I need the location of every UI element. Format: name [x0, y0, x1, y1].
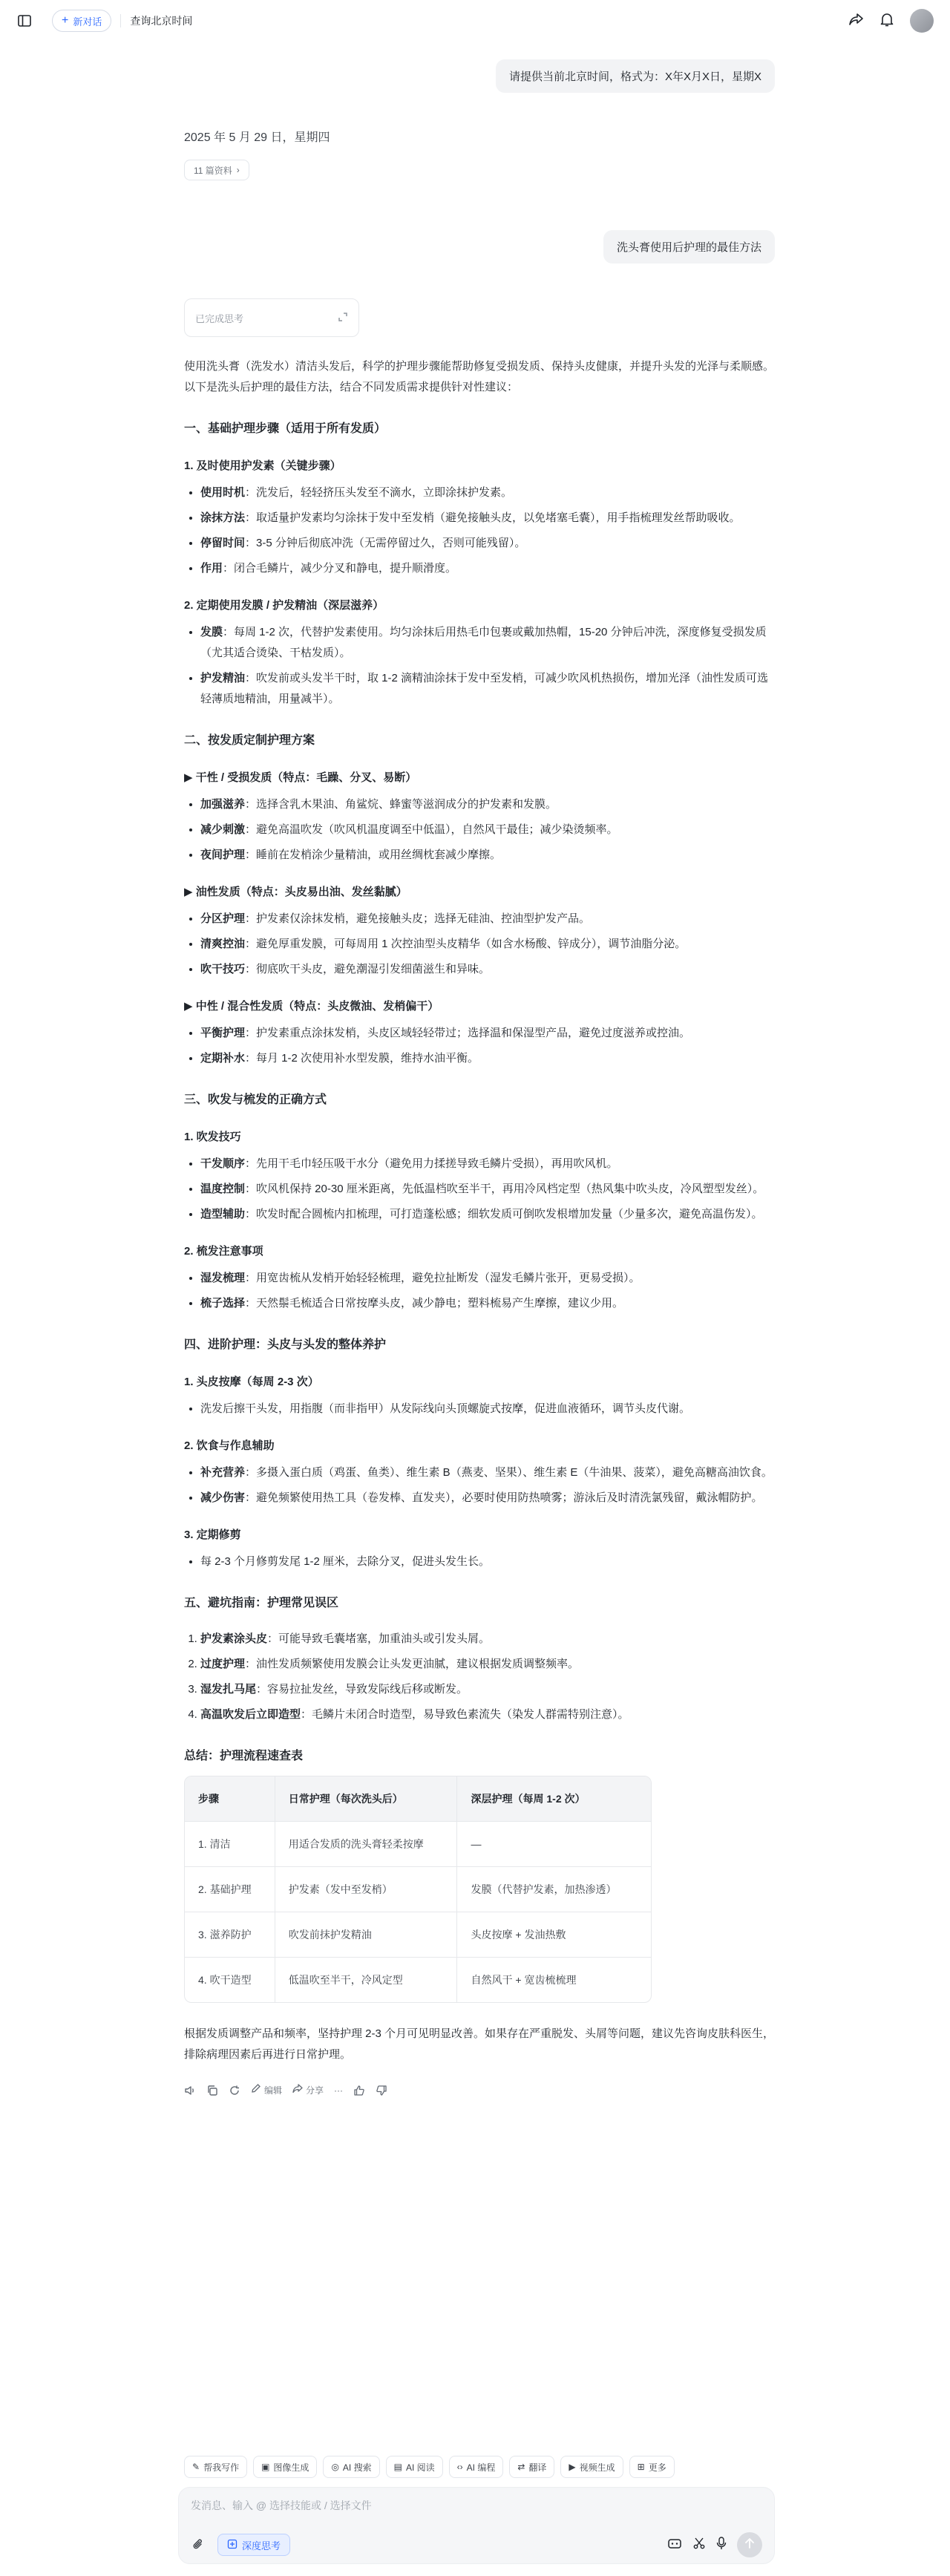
image-icon: ▣: [261, 2462, 270, 2472]
new-chat-label: 新对话: [73, 16, 102, 27]
table-row: [185, 1957, 651, 2002]
tool-label: 帮我写作: [203, 2462, 240, 2473]
list-item: [200, 533, 775, 554]
list-item-text: ：毛鳞片未闭合时造型，易导致色素流失（染发人群需特别注意）。: [301, 1708, 629, 1721]
list-item: [200, 622, 775, 664]
table-cell: 1. 清洁: [185, 1821, 275, 1866]
list-item-key: 平衡护理: [200, 1027, 246, 1039]
grid-icon: ⊞: [637, 2462, 645, 2472]
table-cell: —: [456, 1821, 651, 1866]
list-item-text: ：睡前在发梢涂少量精油，或用丝绸枕套减少摩擦。: [245, 849, 502, 861]
list-item-key: 梳子选择: [200, 1297, 246, 1310]
list-item-text: ：避免频繁使用热工具（卷发棒、直发夹），必要时使用防热喷雾；游泳后及时清洗氯残留，戴泳帽防护。: [245, 1491, 763, 1504]
top-bar: [0, 0, 950, 42]
edit-label: 编辑: [264, 2085, 283, 2096]
subsection-heading: 1. 吹发技巧: [184, 1131, 241, 1143]
subsection-heading: 2. 梳发注意事项: [184, 1245, 263, 1258]
list-item-text: ：先用干毛巾轻压吸干水分（避免用力揉搓导致毛鳞片受损），再用吹风机。: [245, 1157, 618, 1170]
send-button[interactable]: [737, 2532, 762, 2557]
table-row: [185, 1912, 651, 1957]
notification-bell-icon[interactable]: [880, 12, 894, 30]
tool-ai-coding[interactable]: [449, 2456, 504, 2478]
translate-icon: ⇄: [517, 2462, 525, 2472]
message-composer: [178, 2487, 775, 2564]
chat-title: 查询北京时间: [130, 15, 193, 27]
list-item: [200, 1704, 775, 1725]
list-item-text: ：天然鬃毛梳适合日常按摩头皮，减少静电；塑料梳易产生摩擦，建议少用。: [245, 1297, 624, 1310]
list-item: [200, 1023, 775, 1044]
answer-actions: [184, 2080, 775, 2101]
list-item-key: 夜间护理: [200, 849, 246, 861]
table-row: [185, 1866, 651, 1912]
search-icon: ◎: [331, 2462, 339, 2472]
sidebar-toggle-icon[interactable]: [15, 11, 34, 30]
subsection-heading: 2. 饮食与作息辅助: [184, 1439, 275, 1452]
tool-label: 图像生成: [273, 2462, 309, 2473]
tool-translate[interactable]: [509, 2456, 554, 2478]
list-item: [200, 1399, 775, 1419]
list-item-key: 湿发扎马尾: [200, 1683, 257, 1696]
section-heading: 四、进阶护理：头皮与头发的整体养护: [184, 1338, 387, 1351]
book-icon: ▤: [393, 2462, 402, 2472]
user-message-2: 洗头膏使用后护理的最佳方法: [603, 230, 775, 264]
list-item-key: 过度护理: [200, 1658, 246, 1670]
list-item-key: 护发精油: [200, 672, 246, 684]
video-icon: ▶: [569, 2462, 576, 2472]
tool-label: AI 搜索: [342, 2462, 372, 2473]
list-item-key: 定期补水: [200, 1052, 246, 1065]
list-item: [200, 1293, 775, 1314]
list-item-text: ：用宽齿梳从发梢开始轻轻梳理，避免拉扯断发（湿发毛鳞片张开，更易受损）。: [245, 1272, 641, 1284]
list-item-text: ：彻底吹干头皮，避免潮湿引发细菌滋生和异味。: [245, 963, 491, 975]
list-item-key: 作用: [200, 562, 223, 575]
scissors-icon[interactable]: [692, 2537, 706, 2553]
list-item: [200, 934, 775, 955]
list-item-text: ：取适量护发素均匀涂抹于发中至发梢（避免接触头皮，以免堵塞毛囊），用手指梳理发丝帮助吸收。: [245, 511, 741, 524]
answer-closing: 根据发质调整产品和频率，坚持护理 2-3 个月可见明显改善。如果存在严重脱发、头屑等问题，建议先咨询皮肤科医生，排除病理因素后再进行日常护理。: [184, 2027, 775, 2061]
list-item-text: 洗发后擦干头发，用指腹（而非指甲）从发际线向头顶螺旋式按摩，促进血液循环，调节头皮代谢。: [200, 1402, 691, 1415]
list-item-key: 涂抹方法: [200, 511, 246, 524]
table-cell: 发膜（代替护发素，加热渗透）: [456, 1866, 651, 1912]
numbered-list: [184, 1629, 775, 1725]
thinking-label: 已完成思考: [195, 313, 244, 324]
bullet-list: [184, 794, 775, 866]
list-item-key: 温度控制: [200, 1183, 246, 1195]
list-item: [200, 959, 775, 980]
table-cell: 2. 基础护理: [185, 1866, 275, 1912]
list-item: [200, 1154, 775, 1174]
subsection-heading: ▶ 油性发质（特点：头皮易出油、发丝黏腻）: [184, 886, 407, 898]
list-item: [200, 1268, 775, 1289]
list-item-key: 清爽控油: [200, 938, 246, 950]
subsection-heading: 1. 头皮按摩（每周 2-3 次）: [184, 1376, 319, 1388]
list-item-key: 高温吹发后立即造型: [200, 1708, 301, 1721]
list-item-key: 吹干技巧: [200, 963, 246, 975]
composer-right-tools: [667, 2532, 762, 2557]
avatar[interactable]: [910, 9, 934, 33]
pen-icon: ✎: [192, 2462, 200, 2472]
answer-intro: 使用洗头膏（洗发水）清洁头发后，科学的护理步骤能帮助修复受损发质、保持头皮健康，并提升头发的光泽与柔顺感。以下是洗头后护理的最佳方法，结合不同发质需求提供针对性建议：: [184, 360, 775, 393]
list-item: [200, 1204, 775, 1225]
new-chat-button[interactable]: [52, 10, 111, 32]
list-item-text: ：闭合毛鳞片，减少分叉和静电，提升顺滑度。: [223, 562, 457, 575]
list-item-key: 补充营养: [200, 1466, 246, 1479]
table-header-cell: 步骤: [185, 1776, 275, 1821]
subsection-heading: ▶ 干性 / 受损发质（特点：毛躁、分叉、易断）: [184, 771, 417, 784]
tool-video-gen[interactable]: [560, 2456, 623, 2478]
list-item-text: ：油性发质频繁使用发膜会让头发更油腻，建议根据发质调整频率。: [245, 1658, 580, 1670]
bullet-list: [184, 1268, 775, 1314]
table-header-row: [185, 1776, 651, 1821]
summary-heading: 总结：护理流程速查表: [184, 1750, 304, 1762]
list-item: [200, 508, 775, 529]
table-header-cell: 深层护理（每周 1-2 次）: [456, 1776, 651, 1821]
table-header-cell: 日常护理（每次洗头后）: [275, 1776, 457, 1821]
copy-icon[interactable]: [206, 2085, 218, 2096]
list-item: [200, 1629, 775, 1650]
tool-label: 翻译: [528, 2462, 547, 2473]
list-item: [200, 794, 775, 815]
list-item-text: ：多摄入蛋白质（鸡蛋、鱼类）、维生素 B（燕麦、坚果）、维生素 E（牛油果、菠菜），避免高糖高油饮食。: [245, 1466, 773, 1479]
list-item-key: 发膜: [200, 626, 223, 638]
list-item-text: 每 2-3 个月修剪发尾 1-2 厘米，去除分叉，促进头发生长。: [200, 1555, 491, 1568]
list-item-key: 停留时间: [200, 537, 246, 549]
table-cell: 3. 滋养防护: [185, 1912, 275, 1957]
list-item-text: ：每月 1-2 次使用补水型发膜，维持水油平衡。: [245, 1052, 479, 1065]
subsection-heading: 3. 定期修剪: [184, 1529, 241, 1541]
list-item: [200, 1462, 775, 1483]
list-item: [200, 1654, 775, 1675]
list-item-text: ：吹风机保持 20-30 厘米距离，先低温档吹至半干，再用冷风档定型（热风集中吹头皮，冷风塑型发丝）。: [245, 1183, 764, 1195]
deep-think-label: 深度思考: [242, 2540, 281, 2552]
list-item: [200, 1679, 775, 1700]
list-item: [200, 820, 775, 840]
list-item-text: ：避免厚重发膜，可每周用 1 次控油型头皮精华（如含水杨酸、锌成分），调节油脂分泌。: [245, 938, 687, 950]
thumbs-down-icon[interactable]: [376, 2085, 387, 2096]
assistant-answer-2: [184, 356, 775, 2101]
chevron-right-icon: ›: [236, 165, 240, 175]
tool-label: 视频生成: [579, 2462, 615, 2473]
edit-icon: [251, 2080, 261, 2101]
thinking-collapsed-panel[interactable]: [184, 298, 359, 337]
table-cell: 吹发前抹护发精油: [275, 1912, 457, 1957]
share-button[interactable]: [292, 2080, 324, 2101]
bullet-list: [184, 1552, 775, 1572]
list-item: [200, 558, 775, 579]
divider: [120, 14, 121, 27]
bullet-list: [184, 1023, 775, 1069]
tool-image-gen[interactable]: [253, 2456, 317, 2478]
bullet-list: [184, 483, 775, 579]
list-item-key: 湿发梳理: [200, 1272, 246, 1284]
plus-icon: +: [62, 14, 69, 27]
deep-think-toggle[interactable]: [217, 2534, 290, 2556]
list-item-text: ：避免高温吹发（吹风机温度调至中低温），自然风干最佳；减少染烫频率。: [245, 823, 618, 836]
list-item-key: 分区护理: [200, 912, 246, 925]
table-cell: 用适合发质的洗头膏轻柔按摩: [275, 1821, 457, 1866]
list-item-text: ：洗发后，轻轻挤压头发至不滴水，立即涂抹护发素。: [245, 486, 513, 499]
tool-ai-search[interactable]: [323, 2456, 379, 2478]
subsection-heading: ▶ 中性 / 混合性发质（特点：头皮微油、发梢偏干）: [184, 1000, 439, 1013]
section-heading: 一、基础护理步骤（适用于所有发质）: [184, 422, 387, 435]
thumbs-up-icon[interactable]: [353, 2085, 365, 2096]
list-item: [200, 1179, 775, 1200]
tool-label: 更多: [648, 2462, 666, 2473]
share-icon[interactable]: [849, 13, 864, 29]
top-right-actions: [849, 9, 934, 33]
table-row: [185, 1821, 651, 1866]
section-heading: 五、避坑指南：护理常见误区: [184, 1597, 339, 1609]
bullet-list: [184, 1462, 775, 1508]
bullet-list: [184, 1399, 775, 1419]
list-item-text: ：选择含乳木果油、角鲨烷、蜂蜜等滋润成分的护发素和发膜。: [245, 798, 557, 811]
table-cell: 低温吹至半干，冷风定型: [275, 1957, 457, 2002]
list-item: [200, 1552, 775, 1572]
attachment-icon[interactable]: [192, 2538, 204, 2554]
tool-more[interactable]: [629, 2456, 675, 2478]
microphone-icon[interactable]: [716, 2537, 727, 2553]
share-label: 分享: [306, 2085, 324, 2096]
assistant-answer-1: 2025 年 5 月 29 日，星期四: [184, 131, 330, 144]
list-item-key: 护发素涂头皮: [200, 1632, 268, 1645]
list-item-text: ：护发素重点涂抹发梢，头皮区域轻轻带过；选择温和保湿型产品，避免过度滋养或控油。: [245, 1027, 691, 1039]
list-item: [200, 668, 775, 710]
list-item-text: ：可能导致毛囊堵塞，加重油头或引发头屑。: [267, 1632, 491, 1645]
list-item-key: 造型辅助: [200, 1208, 246, 1220]
deep-think-icon: [227, 2539, 238, 2552]
table-cell: 4. 吹干造型: [185, 1957, 275, 2002]
list-item-text: ：护发素仅涂抹发梢，避免接触头皮；选择无硅油、控油型护发产品。: [245, 912, 591, 925]
read-aloud-icon[interactable]: [184, 2085, 196, 2096]
subsection-heading: 2. 定期使用发膜 / 护发精油（深层滋养）: [184, 599, 384, 612]
list-item: [200, 1048, 775, 1069]
share-arrow-icon: [292, 2080, 303, 2101]
code-icon: ‹›: [456, 2462, 463, 2472]
phone-call-icon[interactable]: [667, 2537, 682, 2553]
list-item-key: 减少伤害: [200, 1491, 246, 1504]
user-message-1: 请提供当前北京时间，格式为：X年X月X日，星期X: [496, 59, 775, 93]
arrow-up-icon: [744, 2537, 755, 2552]
list-item: [200, 1488, 775, 1508]
regenerate-icon[interactable]: [229, 2085, 240, 2096]
bullet-list: [184, 909, 775, 980]
skill-toolbar: [184, 2456, 675, 2478]
references-label: 11 篇资料: [194, 165, 232, 176]
table-cell: 护发素（发中至发梢）: [275, 1866, 457, 1912]
list-item-text: ：容易拉扯发丝，导致发际线后移或断发。: [256, 1683, 468, 1696]
section-heading: 二、按发质定制护理方案: [184, 734, 315, 747]
table-cell: 自然风干 + 宽齿梳梳理: [456, 1957, 651, 2002]
tool-ai-reading[interactable]: [386, 2456, 443, 2478]
section-heading: 三、吹发与梳发的正确方式: [184, 1094, 327, 1106]
list-item: [200, 909, 775, 929]
bullet-list: [184, 1154, 775, 1225]
expand-icon[interactable]: [338, 312, 348, 324]
list-item: [200, 483, 775, 503]
list-item-key: 加强滋养: [200, 798, 246, 811]
message-input[interactable]: 发消息、输入 @ 选择技能或 / 选择文件: [191, 2500, 372, 2511]
care-summary-table: [184, 1776, 652, 2003]
list-item-text: ：吹发前或头发半干时，取 1-2 滴精油涂抹于发中至发梢，可减少吹风机热损伤，增加光泽（油性发质可选轻薄质地精油，用量减半）。: [200, 672, 769, 705]
more-icon[interactable]: ···: [334, 2085, 344, 2096]
list-item-text: ：吹发时配合圆梳内扣梳理，可打造蓬松感；细软发质可倒吹发根增加发量（少量多次，避免高温伤发）。: [245, 1208, 763, 1220]
tool-label: AI 阅读: [405, 2462, 435, 2473]
edit-button[interactable]: [251, 2080, 282, 2101]
list-item-key: 减少刺激: [200, 823, 246, 836]
tool-writing[interactable]: [184, 2456, 247, 2478]
list-item-key: 干发顺序: [200, 1157, 246, 1170]
table-cell: 头皮按摩 + 发油热敷: [456, 1912, 651, 1957]
list-item-text: ：每周 1-2 次，代替护发素使用。均匀涂抹后用热毛巾包裹或戴加热帽，15-20 分钟后冲洗，深度修复受损发质（尤其适合烫染、干枯发质）。: [200, 626, 767, 659]
list-item-key: 使用时机: [200, 486, 246, 499]
bullet-list: [184, 622, 775, 710]
list-item: [200, 845, 775, 866]
tool-label: AI 编程: [466, 2462, 496, 2473]
list-item-text: ：3-5 分钟后彻底冲洗（无需停留过久，否则可能残留）。: [245, 537, 526, 549]
subsection-heading: 1. 及时使用护发素（关键步骤）: [184, 460, 341, 472]
references-chip[interactable]: [184, 160, 249, 180]
